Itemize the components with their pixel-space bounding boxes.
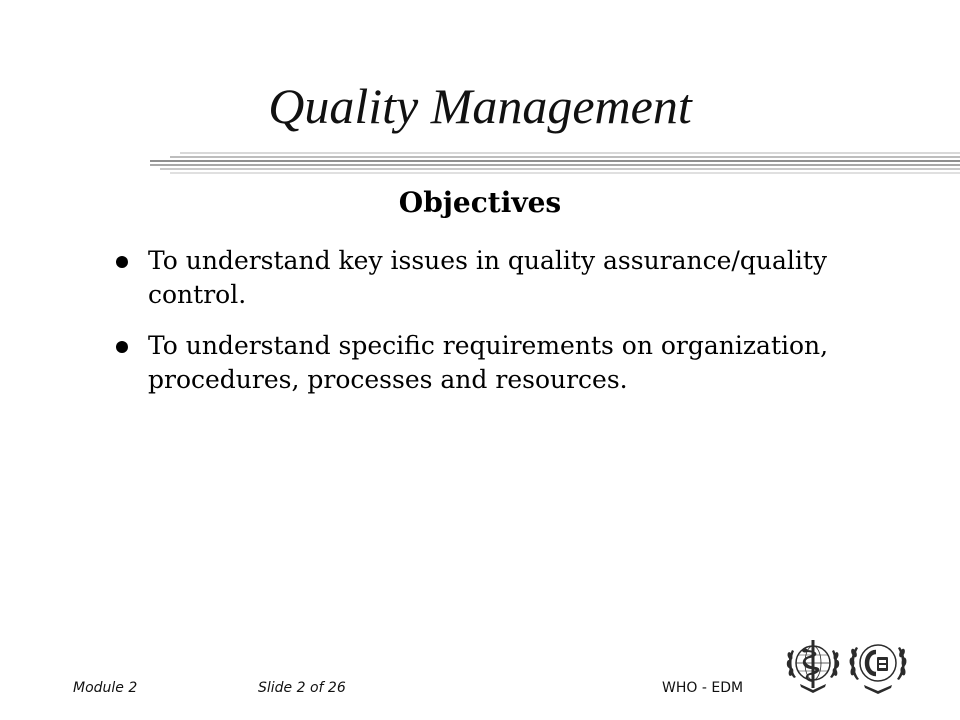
footer-module-label: Module 2 — [73, 680, 138, 696]
objectives-list — [116, 244, 856, 414]
section-heading: Objectives — [398, 186, 562, 219]
bullet-icon — [116, 341, 128, 353]
list-item — [116, 244, 856, 312]
slide-title: Quality Management — [268, 78, 692, 134]
footer-organization: WHO - EDM — [662, 680, 744, 696]
bullet-text: To understand key issues in quality assurance/quality control. — [148, 246, 828, 309]
list-item — [116, 329, 856, 397]
bullet-text: To understand specific requirements on organization, procedures, processes and resources. — [148, 331, 829, 394]
title-divider — [0, 152, 960, 174]
footer-slide-number: Slide 2 of 26 — [258, 680, 346, 696]
who-emblem-icon — [784, 634, 842, 696]
laurel-emblem-icon — [846, 634, 910, 696]
bullet-icon — [116, 256, 128, 268]
